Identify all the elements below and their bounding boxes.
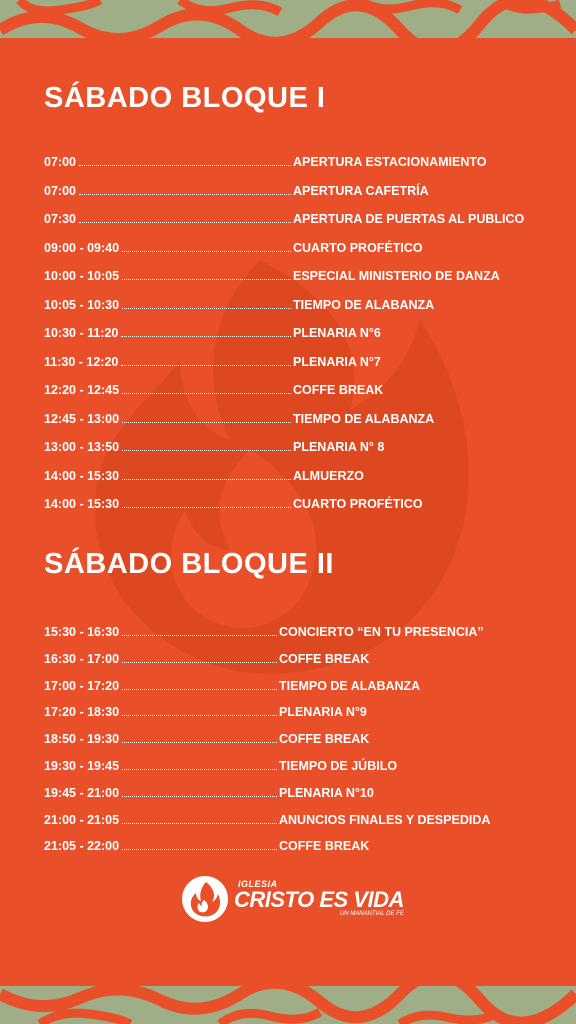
dot-leader — [122, 471, 291, 480]
schedule-row — [44, 758, 544, 774]
schedule-row — [44, 297, 544, 313]
flame-icon — [182, 876, 228, 922]
dot-leader — [79, 186, 291, 195]
schedule-time: 14:00 - 15:30 — [44, 497, 120, 511]
schedule-activity: PLENARIA N°7 — [293, 354, 381, 369]
schedule-activity: CUARTO PROFÉTICO — [293, 497, 423, 511]
schedule-time: 17:20 - 18:30 — [44, 705, 120, 720]
schedule-activity: TIEMPO DE ALABANZA — [293, 411, 435, 426]
schedule-time: 07:00 — [44, 183, 76, 198]
schedule-time: 18:50 - 19:30 — [44, 732, 120, 747]
schedule-time: 16:30 - 17:00 — [44, 651, 120, 666]
schedule-time: 12:20 - 12:45 — [44, 383, 120, 397]
schedule-time: 21:00 - 21:05 — [44, 812, 120, 827]
dot-leader — [122, 788, 277, 797]
schedule-row — [44, 678, 544, 694]
schedule-row — [44, 812, 544, 828]
schedule-activity: ANUNCIOS FINALES Y DESPEDIDA — [279, 812, 491, 827]
schedule-activity: COFFE BREAK — [293, 383, 384, 397]
schedule-activity: TIEMPO DE ALABANZA — [293, 297, 435, 312]
dot-leader — [79, 157, 291, 166]
schedule-row — [44, 468, 544, 484]
block2-title: SÁBADO BLOQUE II — [44, 548, 334, 580]
schedule-time: 19:30 - 19:45 — [44, 759, 120, 773]
bottom-decorative-band — [0, 980, 576, 1024]
schedule-activity: ESPECIAL MINISTERIO DE DANZA — [293, 269, 500, 283]
schedule-activity: PLENARIA N°6 — [293, 326, 381, 340]
schedule-activity: PLENARIA N°10 — [279, 785, 374, 800]
top-decorative-band — [0, 0, 576, 44]
logo-church-label: IGLESIA — [238, 879, 278, 889]
schedule-row — [44, 382, 544, 398]
schedule-time: 19:45 - 21:00 — [44, 785, 120, 800]
dot-leader — [122, 499, 291, 508]
schedule-row — [44, 704, 544, 720]
wave-pattern-bottom — [0, 980, 576, 1024]
schedule-activity: TIEMPO DE ALABANZA — [279, 678, 421, 693]
schedule-activity: TIEMPO DE JÚBILO — [279, 759, 398, 773]
schedule-row — [44, 785, 544, 801]
schedule-activity: PLENARIA N° 8 — [293, 440, 385, 454]
schedule-row — [44, 268, 544, 284]
schedule-row — [44, 183, 544, 199]
schedule-time: 14:00 - 15:30 — [44, 468, 120, 483]
dot-leader — [122, 815, 277, 824]
schedule-time: 12:45 - 13:00 — [44, 411, 120, 426]
schedule-activity: COFFE BREAK — [279, 651, 370, 666]
schedule-row — [44, 154, 544, 170]
dot-leader — [79, 214, 291, 223]
dot-leader — [122, 442, 291, 451]
wave-pattern-top — [0, 0, 576, 44]
schedule-activity: APERTURA DE PUERTAS AL PUBLICO — [293, 212, 525, 226]
dot-leader — [121, 357, 291, 366]
schedule-activity: APERTURA CAFETRÍA — [293, 183, 429, 198]
dot-leader — [122, 841, 277, 850]
schedule-row — [44, 240, 544, 256]
schedule-row — [44, 838, 544, 854]
schedule-time: 13:00 - 13:50 — [44, 440, 120, 454]
schedule-row — [44, 624, 544, 640]
logo-tagline: UN MANANTIAL DE FE — [339, 911, 404, 917]
schedule-time: 10:30 - 11:20 — [44, 326, 119, 340]
dot-leader — [122, 761, 277, 770]
dot-leader — [122, 734, 277, 743]
dot-leader — [122, 654, 277, 663]
block1-title: SÁBADO BLOQUE I — [44, 82, 326, 114]
dot-leader — [122, 271, 291, 280]
schedule-row — [44, 439, 544, 455]
dot-leader — [122, 300, 291, 309]
schedule-row — [44, 411, 544, 427]
dot-leader — [122, 414, 291, 423]
dot-leader — [122, 681, 277, 690]
schedule-time: 17:00 - 17:20 — [44, 678, 120, 693]
schedule-row — [44, 325, 544, 341]
schedule-time: 09:00 - 09:40 — [44, 240, 120, 255]
schedule-time: 07:30 — [44, 212, 76, 226]
dot-leader — [122, 707, 277, 716]
schedule-row — [44, 496, 544, 512]
schedule-row — [44, 651, 544, 667]
schedule-activity: APERTURA ESTACIONAMIENTO — [293, 155, 487, 169]
schedule-activity: ALMUERZO — [293, 468, 364, 483]
schedule-row — [44, 731, 544, 747]
dot-leader — [122, 385, 291, 394]
schedule-row — [44, 211, 544, 227]
dot-leader — [121, 328, 291, 337]
church-logo — [182, 876, 404, 922]
dot-leader — [122, 243, 291, 252]
schedule-activity: PLENARIA N°9 — [279, 705, 367, 720]
schedule-time: 10:00 - 10:05 — [44, 269, 120, 283]
schedule-time: 21:05 - 22:00 — [44, 839, 120, 854]
schedule-time: 11:30 - 12:20 — [44, 354, 119, 369]
dot-leader — [122, 627, 277, 636]
schedule-time: 10:05 - 10:30 — [44, 297, 120, 312]
schedule-activity: COFFE BREAK — [279, 839, 370, 854]
logo-name: CRISTO ES VIDA — [234, 887, 404, 912]
schedule-activity: COFFE BREAK — [279, 732, 370, 747]
schedule-activity: CUARTO PROFÉTICO — [293, 240, 423, 255]
schedule-time: 07:00 — [44, 155, 76, 169]
schedule-row — [44, 354, 544, 370]
schedule-time: 15:30 - 16:30 — [44, 625, 120, 639]
schedule-activity: CONCIERTO “EN TU PRESENCIA” — [279, 625, 484, 639]
